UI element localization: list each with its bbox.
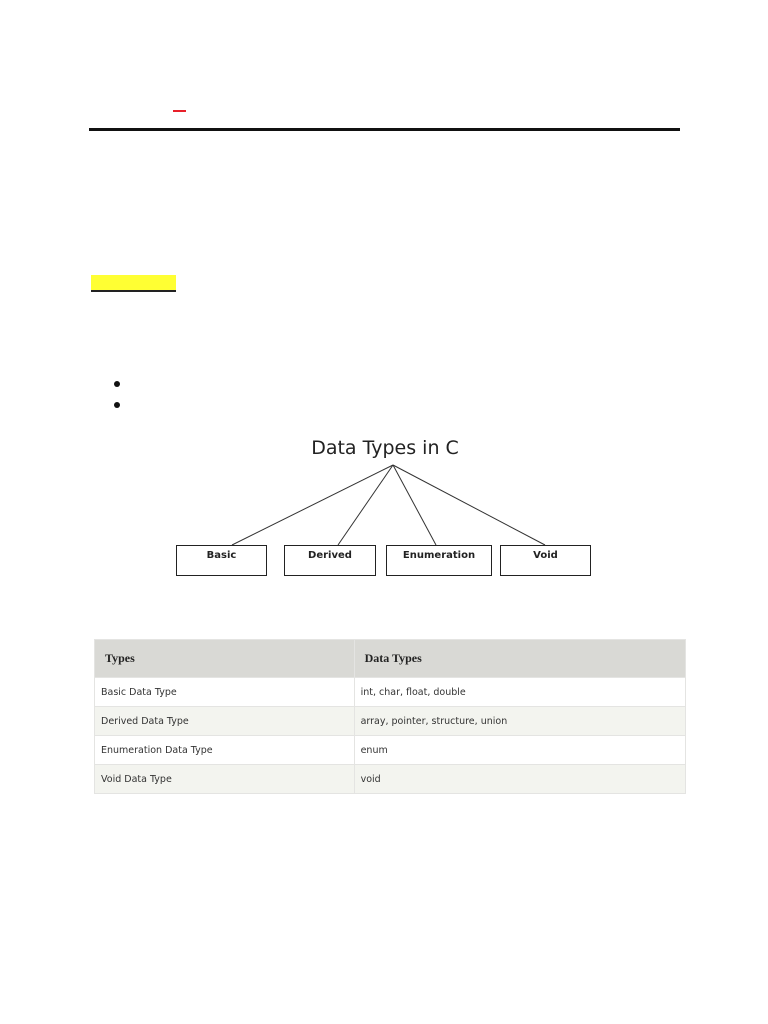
table-row [95,678,686,707]
table-header-data-types: Data Types [354,640,685,678]
table-row [95,736,686,765]
table-row [95,707,686,736]
table-cell-type: Basic Data Type [95,678,355,707]
red-underline-mark [173,110,186,112]
table-cell-data-types: array, pointer, structure, union [354,707,685,736]
table-row [95,765,686,794]
connector-line-derived [338,465,393,545]
table-cell-type: Derived Data Type [95,707,355,736]
bullet-point-1 [114,381,120,387]
header-horizontal-rule [89,128,680,131]
diagram-box-derived: Derived [284,545,376,576]
table-cell-type: Void Data Type [95,765,355,794]
data-types-diagram [160,425,610,590]
diagram-box-basic: Basic [176,545,267,576]
diagram-title: Data Types in C [311,437,459,459]
connector-line-void [393,465,545,545]
diagram-box-void: Void [500,545,591,576]
table-cell-data-types: enum [354,736,685,765]
table-cell-data-types: int, char, float, double [354,678,685,707]
bullet-point-2 [114,402,120,408]
diagram-box-enumeration: Enumeration [386,545,492,576]
connector-line-basic [232,465,393,545]
table-cell-data-types: void [354,765,685,794]
data-types-table [94,639,686,794]
highlighted-heading-block [91,275,176,292]
connector-line-enumeration [393,465,436,545]
table-header-row [95,640,686,678]
table-header-types: Types [95,640,355,678]
table-cell-type: Enumeration Data Type [95,736,355,765]
